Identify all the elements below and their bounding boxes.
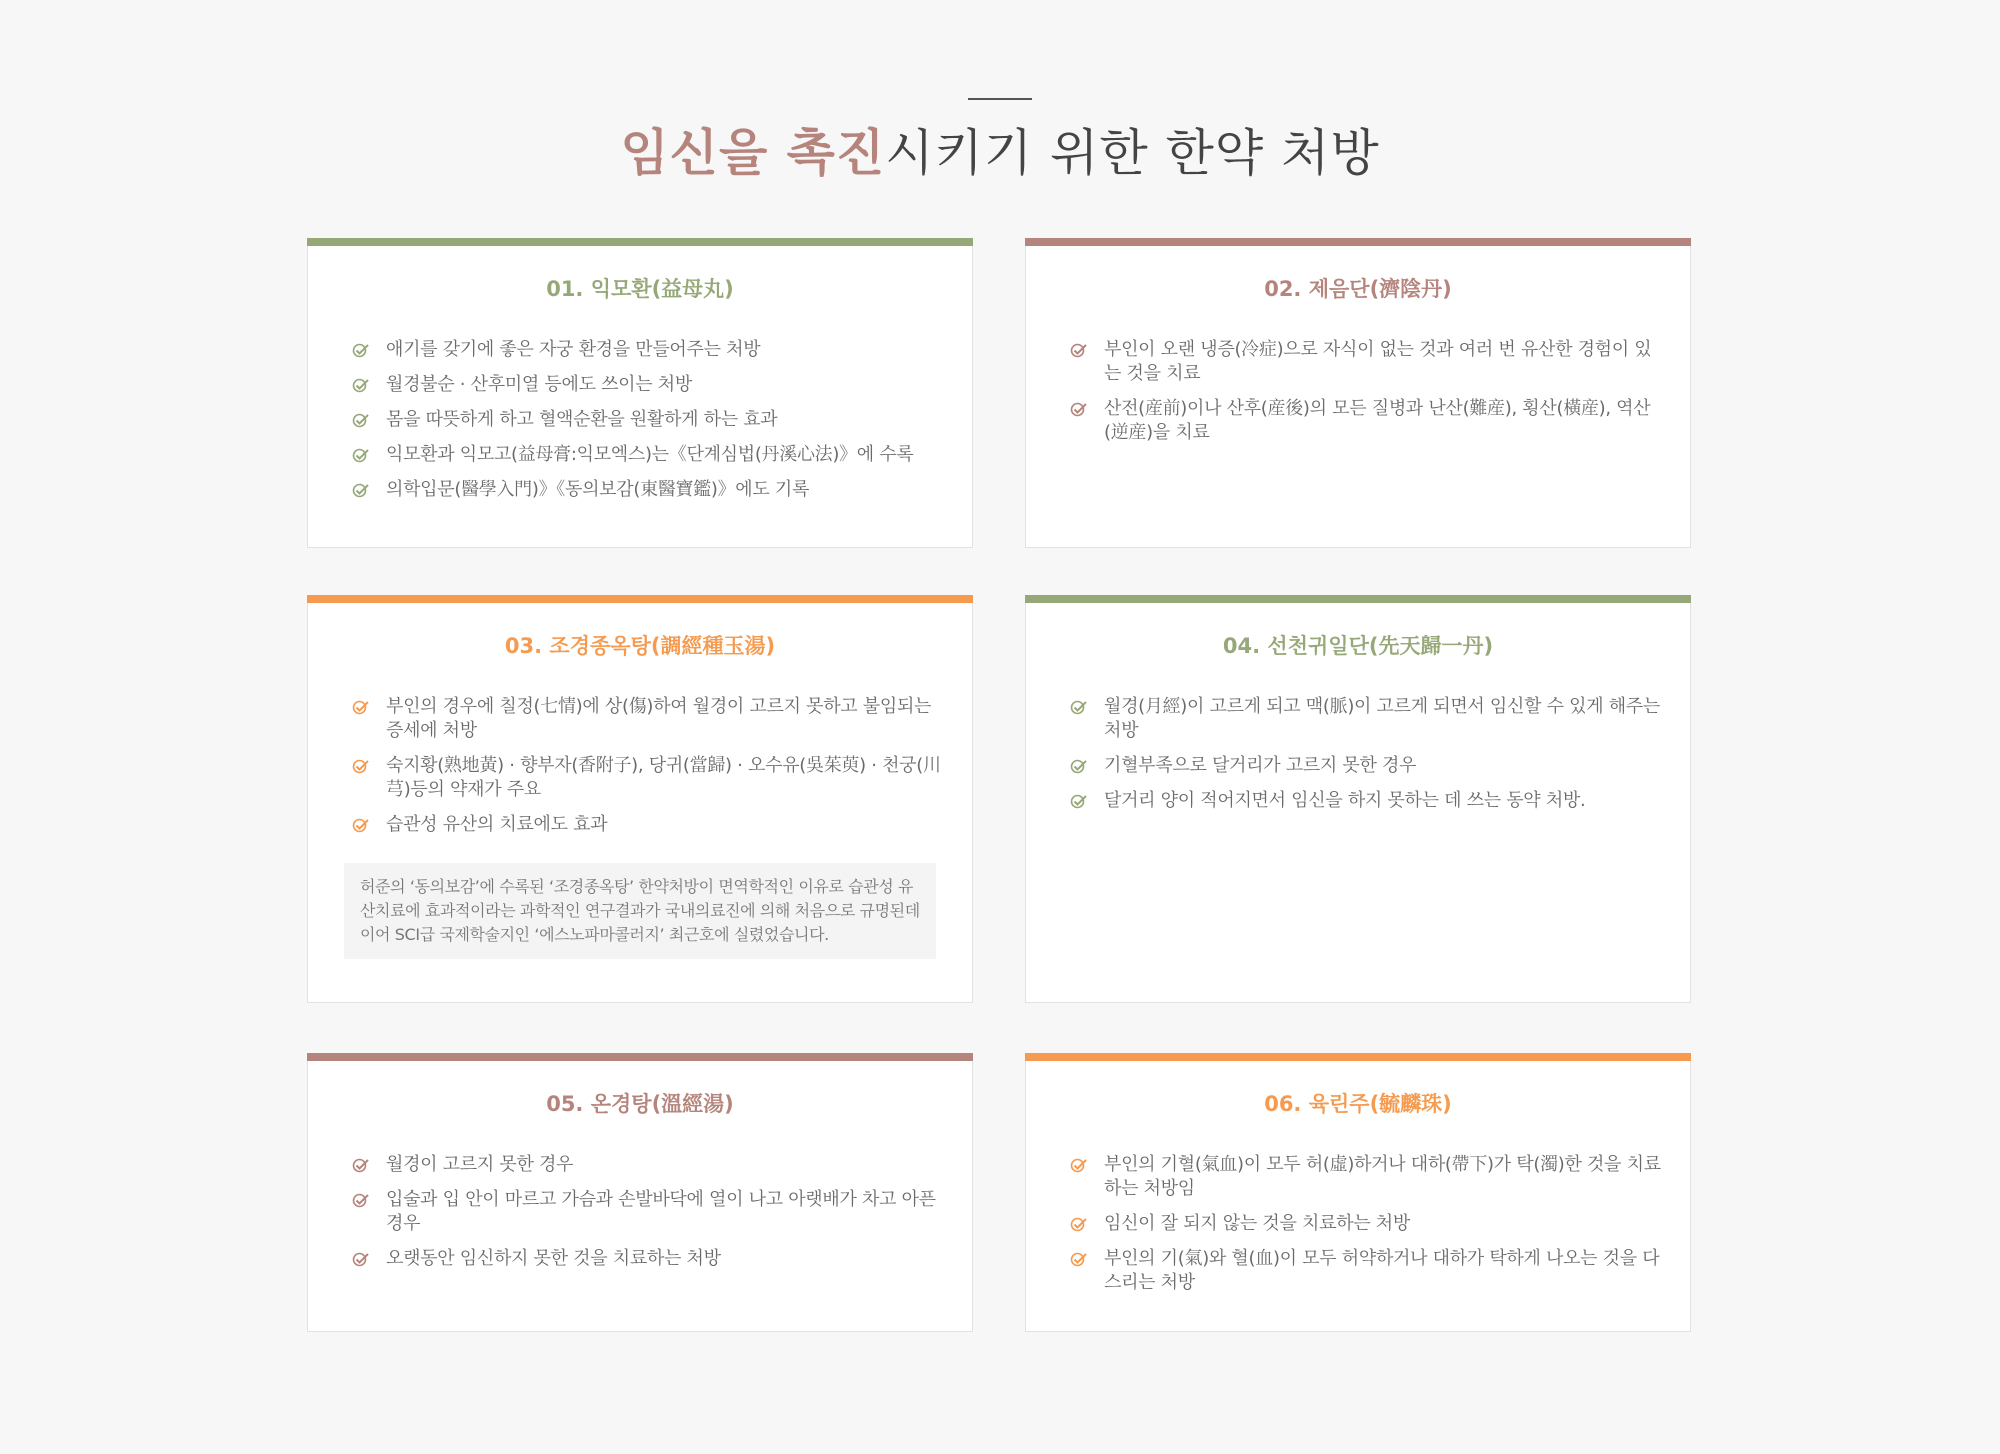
card-accent-bar [307,1053,973,1061]
check-icon [1070,342,1088,358]
list-item-text: 월경불순 · 산후미열 등에도 쓰이는 처방 [386,374,692,395]
check-icon [352,699,370,715]
card-accent-bar [1025,1053,1691,1061]
list-item [352,695,946,743]
check-icon [1070,699,1088,715]
check-icon [352,377,370,393]
list-item-text: 기혈부족으로 달거리가 고르지 못한 경우 [1104,755,1417,776]
card-list [352,695,946,848]
check-icon [352,447,370,463]
prescription-card-4 [1025,595,1691,1003]
list-item-text: 부인이 오랜 냉증(冷症)으로 자식이 없는 것과 여러 번 유산한 경험이 있는 것을 치료 [1104,339,1652,384]
check-icon [1070,1157,1088,1173]
prescription-card-1 [307,238,973,548]
list-item-text: 달거리 양이 적어지면서 임신을 하지 못하는 데 쓰는 동약 처방. [1104,790,1586,811]
check-icon [1070,1251,1088,1267]
card-list [352,338,946,513]
page-title-rest: 시키기 위한 한약 처방 [885,124,1380,182]
page-title-highlight: 임신을 촉진 [620,124,886,182]
list-item-text: 산전(産前)이나 산후(産後)의 모든 질병과 난산(難産), 횡산(橫産), 역산(逆産)을 치료 [1104,398,1651,443]
card-accent-bar [1025,595,1691,603]
list-item-text: 몸을 따뜻하게 하고 혈액순환을 원활하게 하는 효과 [386,409,778,430]
list-item [352,408,946,432]
list-item-text: 부인의 경우에 칠정(七情)에 상(傷)하여 월경이 고르지 못하고 불임되는 증세에 처방 [386,696,932,741]
list-item [1070,754,1664,778]
check-icon [1070,1216,1088,1232]
card-list [1070,338,1664,456]
list-item [352,813,946,837]
check-icon [352,1157,370,1173]
card-accent-bar [1025,238,1691,246]
check-icon [352,342,370,358]
list-item-text: 습관성 유산의 치료에도 효과 [386,814,608,835]
check-icon [1070,793,1088,809]
check-icon [352,817,370,833]
list-item [352,1188,946,1236]
check-icon [352,482,370,498]
list-item-text: 익모환과 익모고(益母膏:익모엑스)는《단계심법(丹溪心法)》에 수록 [386,444,914,465]
list-item [352,1247,946,1271]
card-title: 06. 육린주(毓麟珠) [1264,1092,1452,1116]
page-title [0,118,2000,188]
card-title: 03. 조경종옥탕(調經種玉湯) [504,634,776,658]
list-item [1070,695,1664,743]
check-icon [352,1192,370,1208]
list-item-text: 부인의 기혈(氣血)이 모두 허(虛)하거나 대하(帶下)가 탁(濁)한 것을 치료하는 처방임 [1104,1154,1661,1199]
card-accent-bar [307,238,973,246]
card-list [1070,1153,1664,1306]
list-item [1070,397,1664,445]
list-item-text: 숙지황(熟地黃) · 향부자(香附子), 당귀(當歸) · 오수유(吳茱萸) · 천궁(川芎)등의 약재가 주요 [386,755,941,800]
card-title: 01. 익모환(益母丸) [546,277,734,301]
list-item [352,478,946,502]
list-item [1070,1247,1664,1295]
list-item [1070,1153,1664,1201]
list-item-text: 월경이 고르지 못한 경우 [386,1154,574,1175]
check-icon [1070,758,1088,774]
list-item [352,754,946,802]
card-accent-bar [307,595,973,603]
research-note: 허준의 ‘동의보감’에 수록된 ‘조경종옥탕’ 한약처방이 면역학적인 이유로 습관성 유산치료에 효과적이라는 과학적인 연구결과가 국내의료진에 의해 처음으로 규명된데 이어 SCI급 국제학술지인 ‘에스노파마콜러지’ 최근호에 실렸었습니다. [344,863,936,959]
list-item-text: 오랫동안 임신하지 못한 것을 치료하는 처방 [386,1248,721,1269]
list-item [1070,1212,1664,1236]
prescription-card-6 [1025,1053,1691,1332]
check-icon [1070,401,1088,417]
prescription-card-3 [307,595,973,1003]
list-item [352,443,946,467]
list-item [352,1153,946,1177]
list-item-text: 월경(月經)이 고르게 되고 맥(脈)이 고르게 되면서 임신할 수 있게 해주는 처방 [1104,696,1660,741]
list-item-text: 의학입문(醫學入門)》《동의보감(東醫寶鑑)》에도 기록 [386,479,810,500]
list-item-text: 임신이 잘 되지 않는 것을 치료하는 처방 [1104,1213,1410,1234]
list-item [352,338,946,362]
prescription-card-2 [1025,238,1691,548]
list-item [1070,789,1664,813]
card-title: 05. 온경탕(溫經湯) [546,1092,734,1116]
list-item [1070,338,1664,386]
check-icon [352,758,370,774]
check-icon [352,1251,370,1267]
card-list [1070,695,1664,824]
list-item [352,373,946,397]
card-title: 04. 선천귀일단(先天歸一丹) [1222,634,1494,658]
card-title: 02. 제음단(濟陰丹) [1264,277,1452,301]
list-item-text: 애기를 갖기에 좋은 자궁 환경을 만들어주는 처방 [386,339,761,360]
check-icon [352,412,370,428]
prescription-card-5 [307,1053,973,1332]
list-item-text: 입술과 입 안이 마르고 가슴과 손발바닥에 열이 나고 아랫배가 차고 아픈 경우 [386,1189,936,1234]
card-list [352,1153,946,1282]
list-item-text: 부인의 기(氣)와 혈(血)이 모두 허약하거나 대하가 탁하게 나오는 것을 다스리는 처방 [1104,1248,1660,1293]
title-divider [968,98,1032,100]
